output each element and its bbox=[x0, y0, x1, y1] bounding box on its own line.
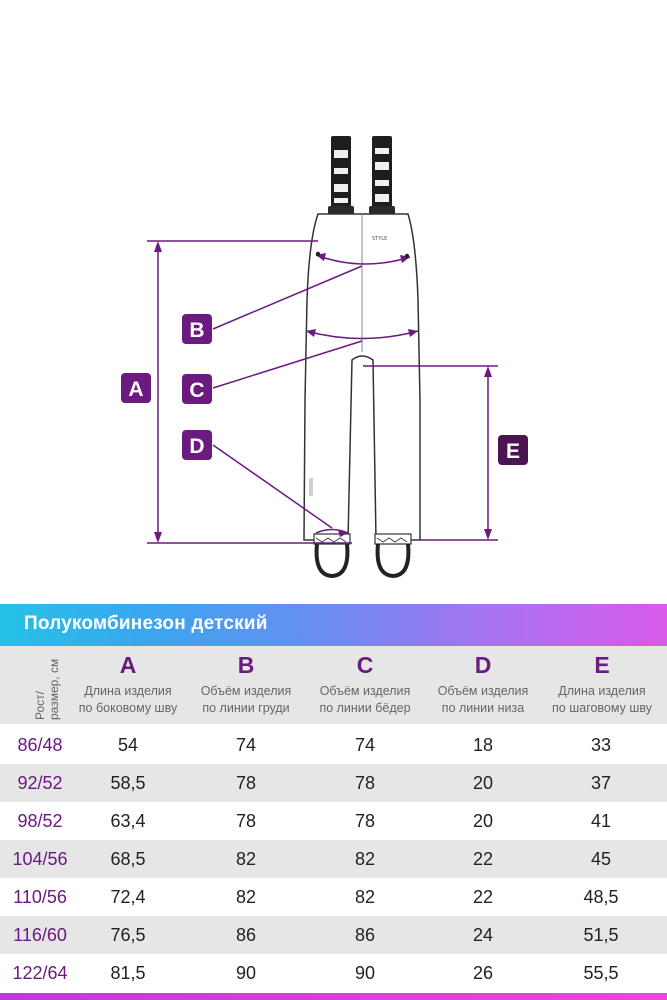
table-cell: 78 bbox=[235, 773, 257, 793]
table-cell: 18 bbox=[472, 735, 494, 755]
label-a-box bbox=[121, 373, 151, 403]
row-size-label: 110/56 bbox=[13, 887, 67, 907]
table-cell: 81,5 bbox=[110, 963, 146, 983]
table-cell: 33 bbox=[590, 735, 612, 755]
label-b-box bbox=[182, 314, 212, 344]
header-col-b: B Объём изделия по линии груди bbox=[200, 652, 292, 715]
row-size-label: 86/48 bbox=[17, 735, 63, 755]
header-col-a: A Длина изделия по боковому шву bbox=[78, 652, 178, 715]
table-cell: 72,4 bbox=[110, 887, 146, 907]
stirrup-right bbox=[378, 544, 409, 576]
svg-text:E: E bbox=[505, 440, 521, 463]
table-cell: 90 bbox=[354, 963, 376, 983]
table-cell: 55,5 bbox=[583, 963, 619, 983]
svg-text:Рост/: Рост/ bbox=[33, 691, 47, 720]
table-cell: 76,5 bbox=[110, 925, 146, 945]
table-cell: 82 bbox=[235, 887, 257, 907]
table-cell: 86 bbox=[235, 925, 257, 945]
table-row bbox=[0, 726, 667, 764]
table-cell: 74 bbox=[235, 735, 257, 755]
table-row bbox=[0, 916, 667, 954]
bottom-bar bbox=[0, 993, 667, 1000]
svg-text:размер, см: размер, см bbox=[47, 658, 61, 720]
svg-text:A: A bbox=[128, 378, 144, 401]
table-row bbox=[0, 764, 667, 802]
stirrup-left bbox=[317, 544, 348, 576]
table-cell: 54 bbox=[117, 735, 139, 755]
table-cell: 22 bbox=[472, 887, 494, 907]
table-row bbox=[0, 878, 667, 916]
table-cell: 48,5 bbox=[583, 887, 619, 907]
header-col-e: E Длина изделия по шаговому шву bbox=[552, 652, 652, 715]
svg-text:C: C bbox=[189, 379, 205, 402]
table-cell: 63,4 bbox=[110, 811, 146, 831]
table-cell: 20 bbox=[472, 811, 494, 831]
corner-label bbox=[8, 650, 68, 722]
size-table bbox=[0, 646, 667, 992]
row-size-label: 98/52 bbox=[17, 811, 63, 831]
strap-left bbox=[331, 136, 351, 212]
label-d-box bbox=[182, 430, 212, 460]
row-size-label: 122/64 bbox=[12, 963, 68, 983]
table-cell: 82 bbox=[354, 887, 376, 907]
table-row bbox=[0, 954, 667, 992]
table-cell: 24 bbox=[472, 925, 494, 945]
title-banner bbox=[0, 604, 667, 646]
table-cell: 22 bbox=[472, 849, 494, 869]
banner-title: Полукомбинезон детский bbox=[24, 613, 268, 634]
reflective-strip bbox=[309, 478, 313, 496]
table-cell: 68,5 bbox=[110, 849, 146, 869]
table-cell: 45 bbox=[590, 849, 612, 869]
label-e-box bbox=[498, 435, 528, 465]
table-cell: 90 bbox=[235, 963, 257, 983]
table-cell: 82 bbox=[235, 849, 257, 869]
table-cell: 78 bbox=[354, 773, 376, 793]
row-size-label: 104/56 bbox=[12, 849, 68, 869]
table-header bbox=[0, 646, 667, 724]
table-cell: 20 bbox=[472, 773, 494, 793]
brand-print: STYLE bbox=[372, 236, 388, 242]
row-size-label: 92/52 bbox=[17, 773, 63, 793]
table-cell: 74 bbox=[354, 735, 376, 755]
row-size-label: 116/60 bbox=[13, 925, 67, 945]
strap-right bbox=[372, 136, 392, 212]
header-col-d: D Объём изделия по линии низа bbox=[437, 652, 529, 715]
table-cell: 51,5 bbox=[583, 925, 619, 945]
header-col-c: C Объём изделия по линии бёдер bbox=[319, 652, 411, 715]
cuff-right bbox=[375, 534, 411, 544]
table-cell: 58,5 bbox=[110, 773, 146, 793]
table-cell: 41 bbox=[590, 811, 612, 831]
table-cell: 26 bbox=[472, 963, 494, 983]
svg-text:B: B bbox=[189, 319, 205, 342]
table-cell: 78 bbox=[354, 811, 376, 831]
table-cell: 37 bbox=[590, 773, 612, 793]
table-cell: 86 bbox=[354, 925, 376, 945]
table-row bbox=[0, 840, 667, 878]
svg-text:D: D bbox=[189, 435, 205, 458]
label-c-box bbox=[182, 374, 212, 404]
table-row bbox=[0, 802, 667, 840]
table-cell: 78 bbox=[235, 811, 257, 831]
table-cell: 82 bbox=[354, 849, 376, 869]
